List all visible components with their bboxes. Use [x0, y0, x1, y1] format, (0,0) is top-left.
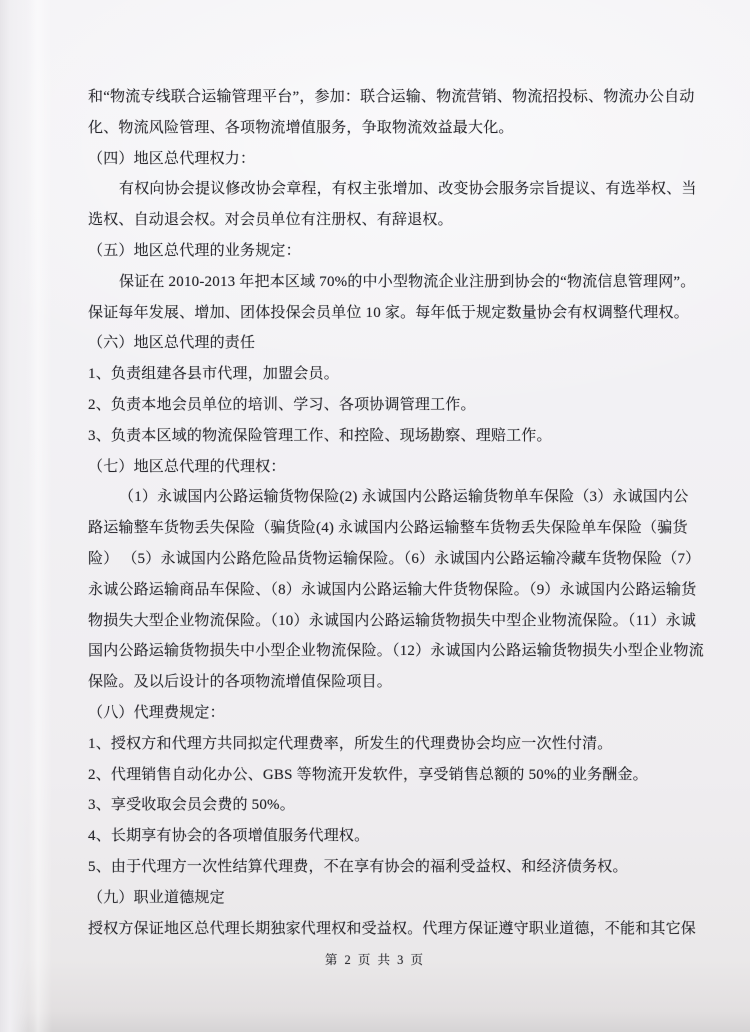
text-line: 1、负责组建各县市代理，加盟会员。: [88, 366, 339, 383]
text-line: 授权方保证地区总代理长期独家代理权和受益权。代理方保证遵守职业道德，不能和其它保: [88, 920, 697, 937]
text-line: 3、负责本区域的物流保险管理工作、和控险、现场勘察、理赔工作。: [88, 427, 552, 444]
text-line: 有权向协会提议修改协会章程，有权主张增加、改变协会服务宗旨提议、有选举权、当: [119, 181, 697, 198]
text-line: 和“物流专线联合运输管理平台”，参加：联合运输、物流营销、物流招投标、物流办公自动: [88, 89, 695, 105]
text-lines: [88, 82, 704, 944]
text-line: 2、代理销售自动化办公、GBS 等物流开发软件，享受销售总额的 50%的业务酬金。: [88, 766, 648, 783]
text-line: 物损失大型企业物流保险。（10）永诚国内公路运输货物损失中型企业物流保险。（11）永诚: [88, 612, 697, 629]
text-line: （四）地区总代理权力：: [88, 150, 256, 167]
text-line: 路运输整车货物丢失保险（骗货险(4) 永诚国内公路运输整车货物丢失保险单车保险（骗货: [88, 520, 688, 537]
text-line: 永诚公路运输商品车保险、（8）永诚国内公路运输大件货物保险。（9）永诚国内公路运输货: [88, 581, 697, 598]
text-line: （1）永诚国内公路运输货物保险(2) 永诚国内公路运输货物单车保险（3）永诚国内公: [119, 489, 689, 506]
text-line: 1、授权方和代理方共同拟定代理费率，所发生的代理费协会均应一次性付清。: [88, 735, 613, 752]
text-line: 保险。及以后设计的各项物流增值保险项目。: [88, 674, 393, 691]
text-line: 险） （5）永诚国内公路危险品货物运输保险。（6）永诚国内公路运输冷藏车货物保险（7）: [88, 550, 701, 567]
text-line: （九）职业道德规定: [88, 889, 225, 906]
text-line: 国内公路运输货物损失中小型企业物流保险。（12）永诚国内公路运输货物损失小型企业物流: [88, 643, 704, 660]
text-line: （八）代理费规定：: [88, 704, 225, 721]
text-line: 5、由于代理方一次性结算代理费，不在享有协会的福利受益权、和经济债务权。: [88, 858, 628, 875]
text-line: （五）地区总代理的业务规定：: [88, 242, 301, 259]
text-line: 保证每年发展、增加、团体投保会员单位 10 家。每年低于规定数量协会有权调整代理权。: [88, 304, 689, 321]
text-line: （七）地区总代理的代理权：: [88, 458, 286, 475]
text-line: （六）地区总代理的责任: [88, 335, 256, 352]
text-line: 选权、自动退会权。对会员单位有注册权、有辞退权。: [88, 212, 453, 229]
text-line: 3、享受收取会员会费的 50%。: [88, 797, 295, 814]
text-line: 化、物流风险管理、各项物流增值服务，争取物流效益最大化。: [88, 119, 514, 136]
text-line: 4、长期享有协会的各项增值服务代理权。: [88, 828, 370, 845]
text-line: 2、负责本地会员单位的培训、学习、各项协调管理工作。: [88, 396, 476, 413]
page-number-footer: 第 2 页 共 3 页: [324, 953, 426, 967]
text-line: 保证在 2010-2013 年把本区域 70%的中小型物流企业注册到协会的“物流信息管理网”。: [119, 273, 696, 290]
